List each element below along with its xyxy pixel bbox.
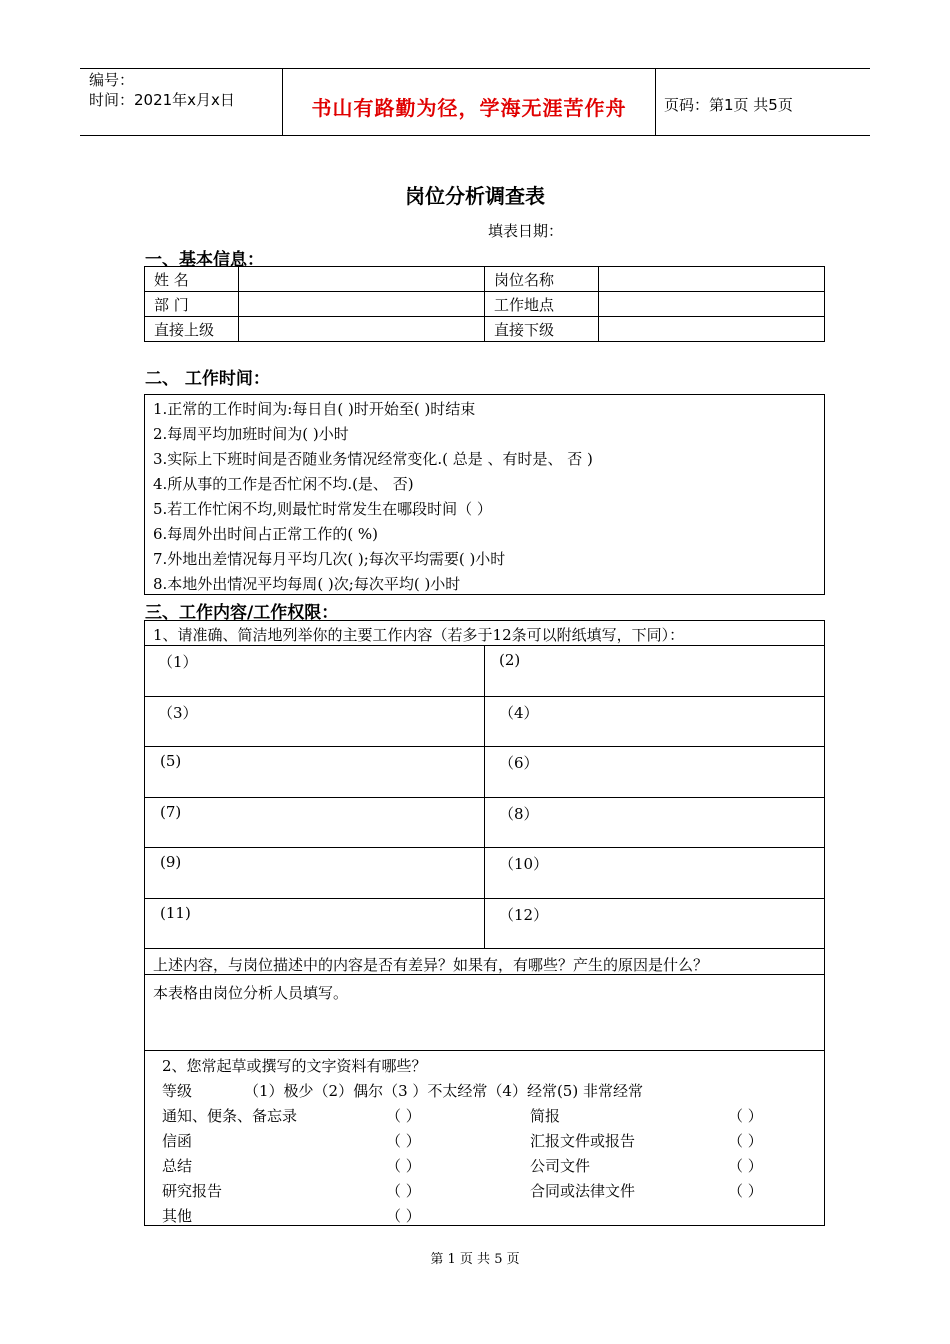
position-input-cell[interactable] bbox=[599, 267, 825, 292]
column-divider bbox=[484, 645, 485, 948]
page-footer: 第 1 页 共 5 页 bbox=[430, 1252, 520, 1267]
level-label: 等级 bbox=[162, 1082, 193, 1100]
doc-type-label: 汇报文件或报告 bbox=[530, 1132, 636, 1150]
question-2: 2、您常起草或撰写的文字资料有哪些？ bbox=[162, 1057, 427, 1075]
task-cell-label[interactable]: (5) bbox=[160, 752, 182, 770]
task-cell-label[interactable]: （4） bbox=[499, 704, 539, 722]
time-label: 时间：2021年x月x日 bbox=[89, 91, 235, 109]
basic-info-table bbox=[144, 266, 825, 342]
question-1: 1、请准确、简洁地列举你的主要工作内容（若多于12条可以附纸填写，下同）： bbox=[153, 626, 685, 644]
doc-type-label: 其他 bbox=[162, 1207, 193, 1225]
work-time-item: 6.每周外出时间占正常工作的( %) bbox=[153, 525, 379, 543]
work-time-item: 7.外地出差情况每月平均几次( );每次平均需要( )小时 bbox=[153, 550, 506, 568]
level-input[interactable]: （ ） bbox=[386, 1132, 421, 1150]
level-scale: （1）极少（2）偶尔（3 ）不太经常（4）经常(5) 非常经常 bbox=[244, 1082, 643, 1100]
work-time-item: 3.实际上下班时间是否随业务情况经常变化.( 总是 、有时是、 否 ) bbox=[153, 450, 593, 468]
task-cell-label[interactable]: （6） bbox=[499, 754, 539, 772]
field-label: 直接上级 bbox=[145, 317, 239, 342]
subordinate-input-cell[interactable] bbox=[599, 317, 825, 342]
section3-heading: 三、工作内容/工作权限： bbox=[145, 603, 339, 623]
level-input[interactable]: （ ） bbox=[728, 1182, 763, 1200]
motto: 书山有路勤为径，学海无涯苦作舟 bbox=[311, 96, 627, 120]
task-cell-label[interactable]: (2) bbox=[499, 651, 521, 669]
work-time-item: 4.所从事的工作是否忙闲不均.(是、 否) bbox=[153, 475, 414, 493]
number-label: 编号： bbox=[89, 71, 135, 89]
field-label: 岗位名称 bbox=[485, 267, 599, 292]
location-input-cell[interactable] bbox=[599, 292, 825, 317]
task-cell-label[interactable]: (9) bbox=[160, 853, 182, 871]
section2-heading: 二、 工作时间： bbox=[145, 369, 270, 389]
level-input[interactable]: （ ） bbox=[728, 1157, 763, 1175]
row-divider bbox=[144, 1050, 825, 1051]
page-info: 页码：第1页 共5页 bbox=[664, 96, 793, 114]
work-time-item: 5.若工作忙闲不均,则最忙时常发生在哪段时间（ ） bbox=[153, 500, 492, 518]
field-label: 工作地点 bbox=[485, 292, 599, 317]
table-row bbox=[145, 292, 825, 317]
doc-type-label: 信函 bbox=[162, 1132, 193, 1150]
header-top-rule bbox=[80, 68, 870, 69]
level-input[interactable]: （ ） bbox=[728, 1132, 763, 1150]
task-cell-label[interactable]: （12） bbox=[499, 906, 549, 924]
table-row bbox=[145, 267, 825, 292]
work-time-item: 8.本地外出情况平均每周( )次;每次平均( )小时 bbox=[153, 575, 461, 593]
level-input[interactable]: （ ） bbox=[386, 1157, 421, 1175]
doc-type-label: 研究报告 bbox=[162, 1182, 223, 1200]
analyst-note: 本表格由岗位分析人员填写。 bbox=[153, 984, 349, 1002]
doc-type-label: 简报 bbox=[530, 1107, 561, 1125]
field-label: 部 门 bbox=[145, 292, 239, 317]
level-input[interactable]: （ ） bbox=[386, 1107, 421, 1125]
work-time-item: 1.正常的工作时间为:每日自( )时开始至( )时结束 bbox=[153, 400, 476, 418]
department-input-cell[interactable] bbox=[239, 292, 485, 317]
task-cell-label[interactable]: （3） bbox=[158, 704, 198, 722]
task-cell-label[interactable]: （1） bbox=[158, 653, 198, 671]
page-title: 岗位分析调查表 bbox=[405, 184, 545, 208]
section1-heading: 一、基本信息： bbox=[145, 250, 264, 270]
task-cell-label[interactable]: （8） bbox=[499, 805, 539, 823]
level-input[interactable]: （ ） bbox=[728, 1107, 763, 1125]
task-cell-label[interactable]: (7) bbox=[160, 803, 182, 821]
header-meta bbox=[89, 70, 235, 110]
doc-type-label: 公司文件 bbox=[530, 1157, 591, 1175]
field-label: 姓 名 bbox=[145, 267, 239, 292]
supervisor-input-cell[interactable] bbox=[239, 317, 485, 342]
fill-date-label: 填表日期： bbox=[488, 222, 564, 240]
work-time-item: 2.每周平均加班时间为( )小时 bbox=[153, 425, 349, 443]
task-cell-label[interactable]: (11) bbox=[160, 904, 191, 922]
doc-type-label: 通知、便条、备忘录 bbox=[162, 1107, 298, 1125]
header-divider bbox=[655, 68, 656, 136]
name-input-cell[interactable] bbox=[239, 267, 485, 292]
row-divider bbox=[144, 948, 825, 949]
difference-question: 上述内容，与岗位描述中的内容是否有差异？如果有，有哪些？产生的原因是什么？ bbox=[153, 956, 709, 974]
table-row bbox=[145, 317, 825, 342]
doc-type-label: 合同或法律文件 bbox=[530, 1182, 636, 1200]
doc-type-label: 总结 bbox=[162, 1157, 193, 1175]
level-input[interactable]: （ ） bbox=[386, 1207, 421, 1225]
header-bottom-rule bbox=[80, 135, 870, 136]
task-cell-label[interactable]: （10） bbox=[499, 855, 549, 873]
field-label: 直接下级 bbox=[485, 317, 599, 342]
level-input[interactable]: （ ） bbox=[386, 1182, 421, 1200]
